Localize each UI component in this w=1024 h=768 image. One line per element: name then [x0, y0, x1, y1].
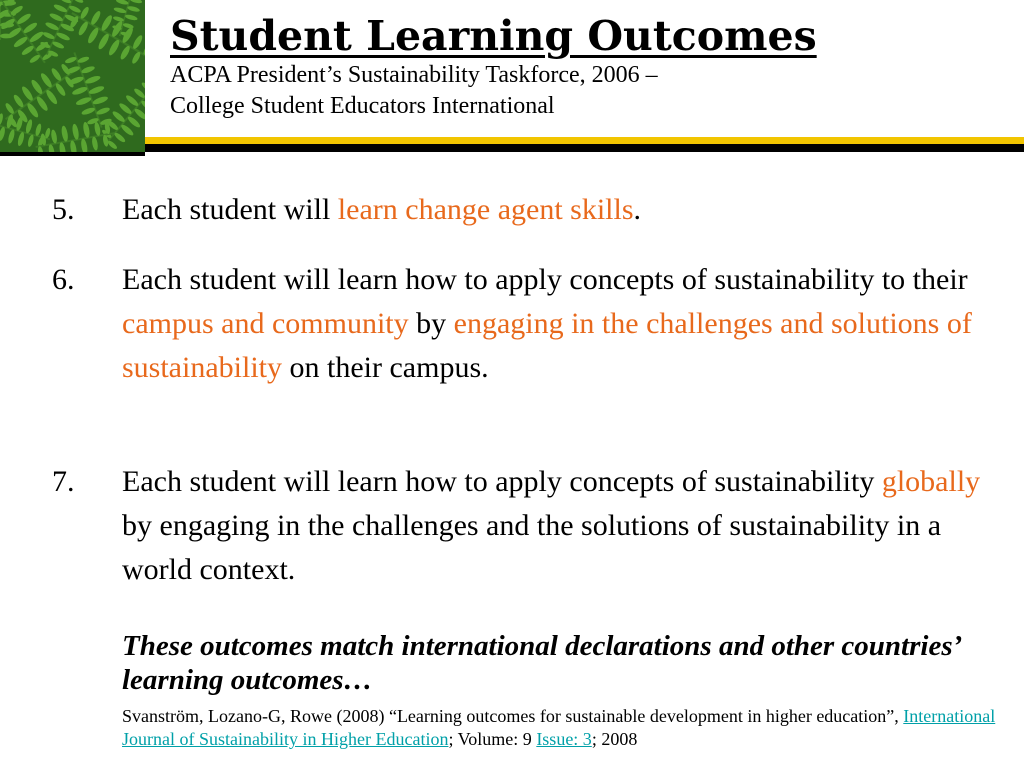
- citation-text: ; Volume: 9: [448, 729, 537, 749]
- journal-link[interactable]: International Journal of Sustainability in Higher Education: [122, 706, 996, 749]
- text-segment: .: [633, 193, 642, 226]
- text-segment: by engaging in the challenges and the solutions of sustainability in a world context.: [122, 509, 942, 586]
- list-number: 6.: [52, 263, 75, 296]
- list-number: 5.: [52, 193, 75, 226]
- citation-text: ; 2008: [591, 729, 638, 749]
- highlighted-text: learn change agent skills: [337, 193, 634, 226]
- header: [170, 12, 1010, 122]
- slide-title: Student Learning Outcomes: [170, 12, 817, 60]
- header-divider-left: [0, 152, 145, 156]
- highlighted-text: campus and community: [122, 307, 409, 340]
- subtitle-line-1: ACPA President’s Sustainability Taskforce, 2006 –: [170, 62, 658, 88]
- text-segment: by: [408, 307, 454, 340]
- summary-note: These outcomes match international declarations and other countries’ learning outcomes…: [122, 630, 961, 696]
- text-segment: Each student will learn how to apply concepts of sustainability: [122, 465, 882, 498]
- text-segment: Each student will learn how to apply concepts of sustainability to their: [122, 263, 968, 296]
- text-segment: on their campus.: [282, 351, 489, 384]
- header-divider-yellow: [145, 137, 1024, 144]
- list-item-5: [52, 188, 992, 232]
- list-item-text: [122, 460, 992, 592]
- citation: [122, 705, 1002, 751]
- citation-text: Svanström, Lozano-G, Rowe (2008) “Learning outcomes for sustainable development in higher education”,: [122, 706, 904, 726]
- list-item-text: [122, 258, 992, 390]
- highlighted-text: engaging in the challenges and solutions of sustainability: [122, 307, 972, 384]
- highlighted-text: globally: [881, 465, 981, 498]
- issue-link[interactable]: Issue: 3: [536, 729, 592, 749]
- list-item-6: [52, 258, 992, 390]
- list-item-7: [52, 460, 992, 592]
- text-segment: Each student will: [122, 193, 338, 226]
- fern-image: [0, 0, 145, 152]
- header-divider-black: [145, 144, 1024, 152]
- subtitle-line-2: College Student Educators International: [170, 93, 555, 119]
- list-number: 7.: [52, 465, 75, 498]
- list-item-text: [122, 188, 992, 232]
